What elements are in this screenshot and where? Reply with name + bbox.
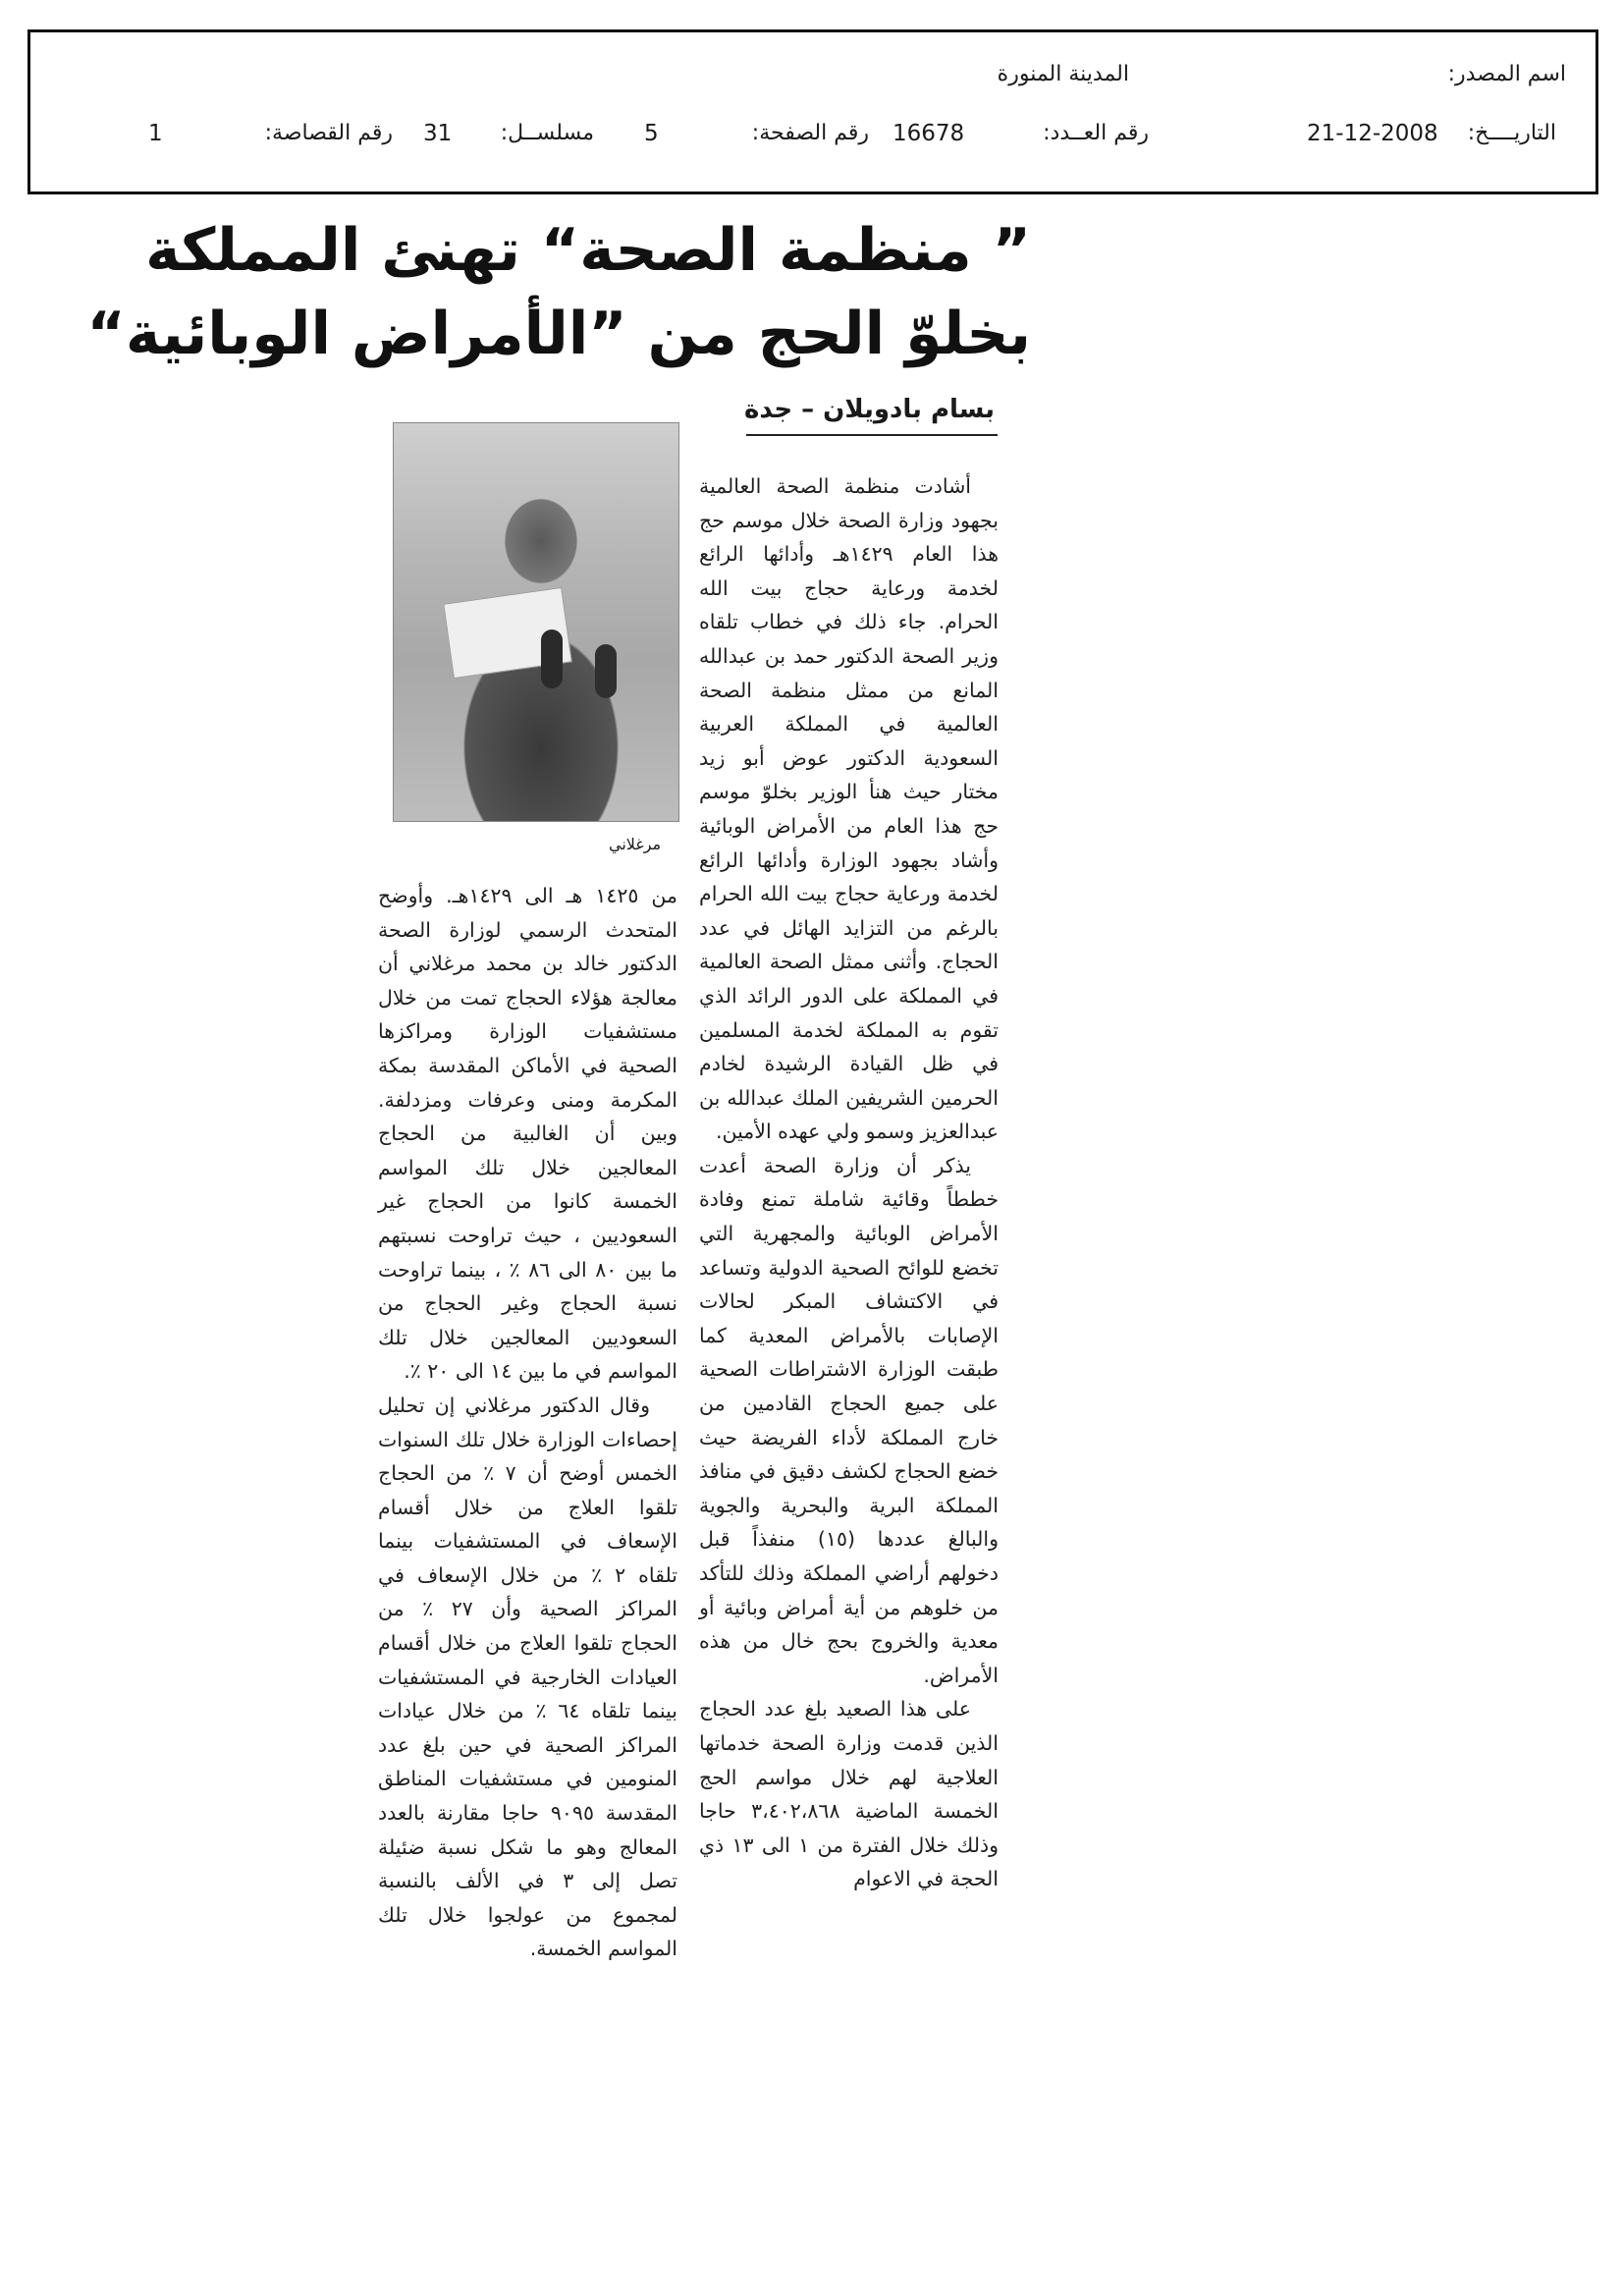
left-column-paragraph-1: من ١٤٢٥ هـ الى ١٤٢٩هـ. وأوضح المتحدث الرسمي لوزارة الصحة الدكتور خالد بن محمد مرغلاني أن معالجة هؤلاء الحجاج تمت من خلال مستشفيات الوزارة ومراكزها الصحية في الأماكن المقدسة بمكة المكرمة ومنى وعرفات ومزدلفة. وبين أن الغالبية من الحجاج المعالجين خلال تلك المواسم الخمسة كانوا من الحجاج غير السعوديين ، حيث تراوحت نسبتهم ما بين ٨٠ الى ٨٦ ٪ ، بينما تراوحت نسبة الحجاج وغير الحجاج من السعوديين المعالجين خلال تلك المواسم في ما بين ١٤ الى ٢٠ ٪. xyxy=(378,884,677,1384)
clip-label: رقم القصاصة: xyxy=(264,121,393,145)
source-label: اسم المصدر: xyxy=(1447,62,1566,86)
right-column-paragraph-2: يذكر أن وزارة الصحة أعدت خططاً وقائية شاملة تمنع وفادة الأمراض الوبائية والمجهرية التي تخضع للوائح الصحية الدولية وتساعد في الاكتشاف المبكر لحالات الإصابات بالأمراض المعدية كما طبقت الوزارة الاشتراطات الصحية على جميع الحجاج القادمين من خارج المملكة لأداء الفريضة حيث خضع الحجاج لكشف دقيق في منافذ المملكة البرية والبحرية والجوية والبالغ عددها (١٥) منفذاً قبل دخولهم أراضي المملكة وذلك للتأكد من خلوهم من أية أمراض وبائية أو معدية والخروج بحج خال من هذه الأمراض. xyxy=(699,1153,999,1687)
photo-microphone xyxy=(541,629,563,688)
page-label: رقم الصفحة: xyxy=(751,121,869,145)
headline-line-2: بخلوّ الحج من ”الأمراض الوبائية“ xyxy=(86,300,1031,368)
left-column xyxy=(378,879,677,1966)
left-column-paragraph-2: وقال الدكتور مرغلاني إن تحليل إحصاءات الوزارة خلال تلك السنوات الخمس أوضح أن ٧ ٪ من الحجاج تلقوا العلاج من خلال أقسام الإسعاف في المستشفيات بينما تلقاه ٢ ٪ من خلال الإسعاف في المراكز الصحية وأن ٢٧ ٪ من الحجاج تلقوا العلاج من خلال أقسام العيادات الخارجية في المستشفيات بينما تلقاه ٦٤ ٪ من خلال عيادات المراكز الصحية في حين بلغ عدد المنومين في مستشفيات المناطق المقدسة ٩٠٩٥ حاجا مقارنة بالعدد المعالج وهو ما شكل نسبة ضئيلة تصل إلى ٣ في الألف بالنسبة لمجموع من عولجوا خلال تلك المواسم الخمسة. xyxy=(378,1393,678,1961)
clipping-header xyxy=(27,29,1598,194)
page-value: 5 xyxy=(644,121,659,146)
byline: بسام بادويلان – جدة xyxy=(743,395,995,424)
source-value: المدينة المنورة xyxy=(997,62,1129,86)
article-photo xyxy=(393,422,679,822)
byline-rule xyxy=(746,434,998,436)
serial-label: مسلســل: xyxy=(500,121,594,145)
photo-caption: مرغلاني xyxy=(609,835,662,853)
issue-value: 16678 xyxy=(893,121,965,146)
date-value: 21-12-2008 xyxy=(1307,121,1438,146)
issue-label: رقم العــدد: xyxy=(1043,121,1149,145)
right-column-paragraph-1: أشادت منظمة الصحة العالمية بجهود وزارة الصحة خلال موسم حج هذا العام ١٤٢٩هـ وأدائها الرائع لخدمة ورعاية حجاج بيت الله الحرام. جاء ذلك في خطاب تلقاه وزير الصحة الدكتور حمد بن عبدالله المانع من ممثل منظمة الصحة العالمية في المملكة العربية السعودية الدكتور عوض أبو زيد مختار حيث هنأ الوزير بخلوّ موسم حج هذا العام من الأمراض الوبائية وأشاد بجهود الوزارة وأدائها الرائع لخدمة ورعاية حجاج بيت الله الحرام بالرغم من التزايد الهائل في عدد الحجاج. وأثنى ممثل الصحة العالمية في المملكة على الدور الرائد الذي تقوم به المملكة لخدمة المسلمين في ظل القيادة الرشيدة لخادم الحرمين الشريفين الملك عبدالله بن عبدالعزيز وسمو ولي عهده الأمين. xyxy=(699,474,999,1144)
right-column xyxy=(699,469,999,1896)
right-column-paragraph-3: على هذا الصعيد بلغ عدد الحجاج الذين قدمت وزارة الصحة خدماتها العلاجية لهم خلال مواسم الحج الخمسة الماضية ٣،٤٠٢،٨٦٨ حاجا وذلك خلال الفترة من ١ الى ١٣ ذي الحجة في الاعوام xyxy=(699,1697,999,1891)
headline-line-1: ” منظمة الصحة“ تهنئ المملكة xyxy=(145,216,1031,285)
clip-value: 1 xyxy=(148,121,163,146)
serial-value: 31 xyxy=(423,121,453,146)
photo-microphone xyxy=(595,644,617,698)
date-label: التاريــــخ: xyxy=(1467,121,1556,145)
